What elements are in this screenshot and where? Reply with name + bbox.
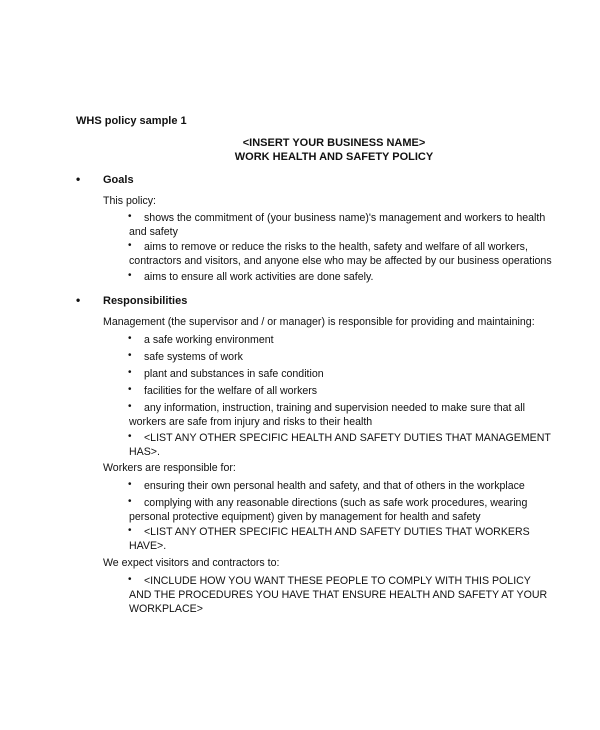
list-item-line: <LIST ANY OTHER SPECIFIC HEALTH AND SAFETY DUTIES THAT MANAGEMENT bbox=[144, 432, 551, 444]
section-bullet: • bbox=[76, 172, 81, 186]
item-bullet: • bbox=[128, 384, 132, 395]
list-item-line: a safe working environment bbox=[144, 334, 274, 346]
list-item-line: shows the commitment of (your business name)'s management and workers to health bbox=[144, 212, 546, 224]
list-item-line: ensuring their own personal health and safety, and that of others in the workplace bbox=[144, 480, 525, 492]
responsibilities-heading: Responsibilities bbox=[103, 295, 188, 307]
list-item-line: and safety bbox=[129, 226, 178, 238]
item-bullet: • bbox=[128, 525, 132, 536]
list-item-line: facilities for the welfare of all workers bbox=[144, 385, 318, 397]
list-item-line: <LIST ANY OTHER SPECIFIC HEALTH AND SAFETY DUTIES THAT WORKERS bbox=[144, 526, 530, 538]
goals-heading: Goals bbox=[103, 174, 134, 186]
section-bullet: • bbox=[76, 293, 81, 307]
policy-title: WORK HEALTH AND SAFETY POLICY bbox=[234, 151, 434, 163]
list-item-line: aims to remove or reduce the risks to the health, safety and welfare of all workers, bbox=[144, 241, 528, 253]
item-bullet: • bbox=[128, 350, 132, 361]
item-bullet: • bbox=[128, 496, 132, 507]
item-bullet: • bbox=[128, 574, 132, 585]
item-bullet: • bbox=[128, 367, 132, 378]
list-item-line: HAVE>. bbox=[129, 540, 167, 552]
workers-intro: Workers are responsible for: bbox=[103, 462, 236, 474]
list-item-line: plant and substances in safe condition bbox=[144, 368, 324, 380]
list-item-line: HAS>. bbox=[129, 446, 160, 458]
list-item-line: AND THE PROCEDURES YOU HAVE THAT ENSURE HEALTH AND SAFETY AT YOUR bbox=[129, 589, 548, 601]
list-item-line: contractors and visitors, and anyone else who may be affected by our business operations bbox=[129, 255, 552, 267]
list-item-line: <INCLUDE HOW YOU WANT THESE PEOPLE TO COMPLY WITH THIS POLICY bbox=[144, 575, 531, 587]
list-item-line: WORKPLACE> bbox=[129, 603, 203, 615]
list-item-line: workers are safe from injury and risks to their health bbox=[129, 416, 373, 428]
item-bullet: • bbox=[128, 240, 132, 251]
item-bullet: • bbox=[128, 270, 132, 281]
management-intro: Management (the supervisor and / or manager) is responsible for providing and maintaining: bbox=[103, 316, 535, 328]
list-item-line: personal protective equipment) given by management for health and safety bbox=[129, 511, 481, 523]
item-bullet: • bbox=[128, 333, 132, 344]
list-item-line: safe systems of work bbox=[144, 351, 243, 363]
list-item-line: aims to ensure all work activities are done safely. bbox=[144, 271, 374, 283]
item-bullet: • bbox=[128, 431, 132, 442]
item-bullet: • bbox=[128, 211, 132, 222]
visitors-intro: We expect visitors and contractors to: bbox=[103, 557, 280, 569]
item-bullet: • bbox=[128, 401, 132, 412]
list-item-line: any information, instruction, training and supervision needed to make sure that all bbox=[144, 402, 526, 414]
document-label: WHS policy sample 1 bbox=[76, 115, 187, 127]
goals-intro: This policy: bbox=[103, 195, 156, 207]
item-bullet: • bbox=[128, 479, 132, 490]
list-item-line: complying with any reasonable directions (such as safe work procedures, wearing bbox=[144, 497, 528, 509]
business-name-placeholder: <INSERT YOUR BUSINESS NAME> bbox=[242, 137, 426, 149]
